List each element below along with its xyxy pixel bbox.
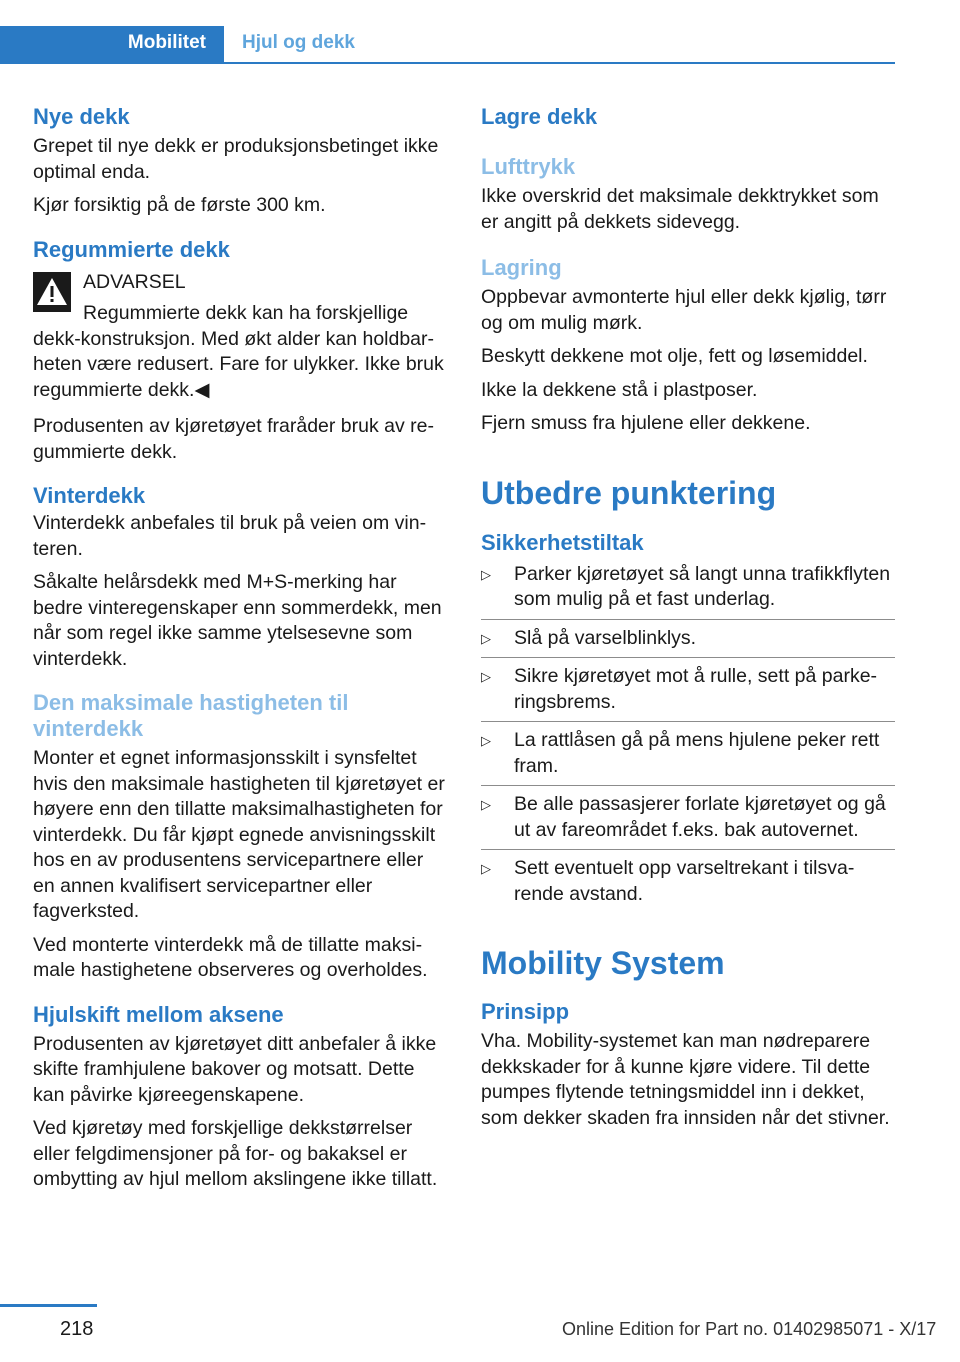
warning-block <box>33 270 447 296</box>
heading-lagring: Lagring <box>481 255 562 280</box>
triangle-bullet-icon: ▷ <box>481 669 491 684</box>
paragraph: Oppbevar avmonterte hjul eller dekk kjølig, tørr og om mulig mørk. <box>481 286 887 334</box>
edition-note: Online Edition for Part no. 01402985071 - X/17 <box>562 1319 937 1339</box>
list-item <box>481 626 895 659</box>
triangle-bullet-icon: ▷ <box>481 797 491 812</box>
triangle-bullet-icon: ▷ <box>481 566 491 582</box>
heading-mobility-system: Mobility System <box>481 945 725 981</box>
list-item-text: Be alle passasjerer forlate kjøretøyet og gå ut av fareområdet f.eks. bak autovernet. <box>514 793 886 841</box>
warning-label: ADVARSEL <box>83 270 186 293</box>
triangle-bullet-icon: ▷ <box>481 861 491 876</box>
heading-sikkerhetstiltak: Sikkerhetstiltak <box>481 529 644 555</box>
safety-list <box>481 562 895 914</box>
tab-mobilitet[interactable]: Mobilitet <box>0 26 224 62</box>
paragraph: Grepet til nye dekk er produksjonsbetinget ikke optimal enda. <box>33 135 439 183</box>
tab-hjul-og-dekk[interactable]: Hjul og dekk <box>242 32 355 53</box>
triangle-bullet-icon: ▷ <box>481 733 491 748</box>
list-item-text: Parker kjøretøyet så langt unna trafikkflyten som mulig på et fast underlag. <box>514 562 891 610</box>
paragraph: Ikke la dekkene stå i plastposer. <box>481 378 758 401</box>
page-number: 218 <box>60 1318 94 1340</box>
footer-rule <box>0 1304 97 1307</box>
right-column <box>481 100 895 1131</box>
paragraph: Produsenten av kjøretøyet fraråder bruk av regummierte dekk. <box>33 415 435 463</box>
heading-nye-dekk: Nye dekk <box>33 104 130 129</box>
paragraph: Beskytt dekkene mot olje, fett og løsemiddel. <box>481 345 868 367</box>
heading-vinterdekk: Vinterdekk <box>33 483 146 508</box>
heading-maksimale-hastighet: Den maksimale hastigheten til vinterdekk <box>33 690 349 741</box>
paragraph: Såkalte helårsdekk med M+S-merking har bedre vinteregenskaper enn sommerdekk, men når som regel ikke samme ytelsesevne som vinterdekk. <box>33 571 442 670</box>
warning-triangle-icon <box>33 272 71 312</box>
heading-hjulskift: Hjulskift mellom aksene <box>33 1001 284 1027</box>
heading-utbedre-punktering: Utbedre punktering <box>481 474 777 511</box>
list-item <box>481 728 895 786</box>
paragraph: Monter et egnet informasjonsskilt i synsfeltet hvis den maksimale hastigheten til kjøretøyet er høyere enn den tillatte maksimalhastigheten for vinterdekk. Du får kjøpt egnede anvisningsskilt hos en av produsentens servicepartnere eller en annen kvalifisert servicepartner eller fagverksted. <box>33 747 445 922</box>
list-item-text: Sett eventuelt opp varseltrekant i tilsvarende avstand. <box>514 857 855 905</box>
list-item <box>481 856 895 913</box>
paragraph: Ved monterte vinterdekk må de tillatte maksimale hastighetene observeres og overholdes. <box>33 933 428 981</box>
triangle-bullet-icon: ▷ <box>481 630 491 646</box>
warning-text: Regummierte dekk kan ha forskjellige dekk-konstruksjon. Med økt alder kan holdbarheten være redusert. Fare for ulykker. Ikke bruk regummierte dekk.◀ <box>33 302 444 401</box>
list-item <box>481 562 895 620</box>
paragraph: Produsenten av kjøretøyet ditt anbefaler å ikke skifte framhjulene bakover og motsatt. Dette kan påvirke kjøreegenskapene. <box>33 1032 437 1106</box>
chapter-tabbar <box>0 26 895 64</box>
list-item <box>481 792 895 850</box>
paragraph: Ved kjøretøy med forskjellige dekkstørrelser eller felgdimensjoner på for- og bakaksel er ombytting av hjul mellom akslingene ikke tillatt. <box>33 1117 438 1190</box>
left-column <box>33 100 447 1193</box>
paragraph: Vha. Mobility-systemet kan man nødreparere dekkskader for å kunne kjøre videre. Til dette pumpes flytende tetningsmiddel inn i dekket, som dekker skaden fra innsiden når det stivner. <box>481 1030 890 1129</box>
heading-regummierte-dekk: Regummierte dekk <box>33 236 230 262</box>
heading-prinsipp: Prinsipp <box>481 999 570 1024</box>
list-item-text: La rattlåsen gå på mens hjulene peker rett fram. <box>514 729 880 777</box>
list-item-text: Slå på varselblinklys. <box>514 626 697 649</box>
list-item <box>481 664 895 722</box>
paragraph: Fjern smuss fra hjulene eller dekkene. <box>481 412 811 434</box>
paragraph: Ikke overskrid det maksimale dekktrykket som er angitt på dekkets sidevegg. <box>481 185 879 233</box>
paragraph: Vinterdekk anbefales til bruk på veien om vinteren. <box>33 512 427 560</box>
heading-lufttrykk: Lufttrykk <box>481 154 576 179</box>
list-item-text: Sikre kjøretøyet mot å rulle, sett på parkeringsbrems. <box>514 665 878 713</box>
paragraph: Kjør forsiktig på de første 300 km. <box>33 194 326 216</box>
heading-lagre-dekk: Lagre dekk <box>481 104 598 129</box>
